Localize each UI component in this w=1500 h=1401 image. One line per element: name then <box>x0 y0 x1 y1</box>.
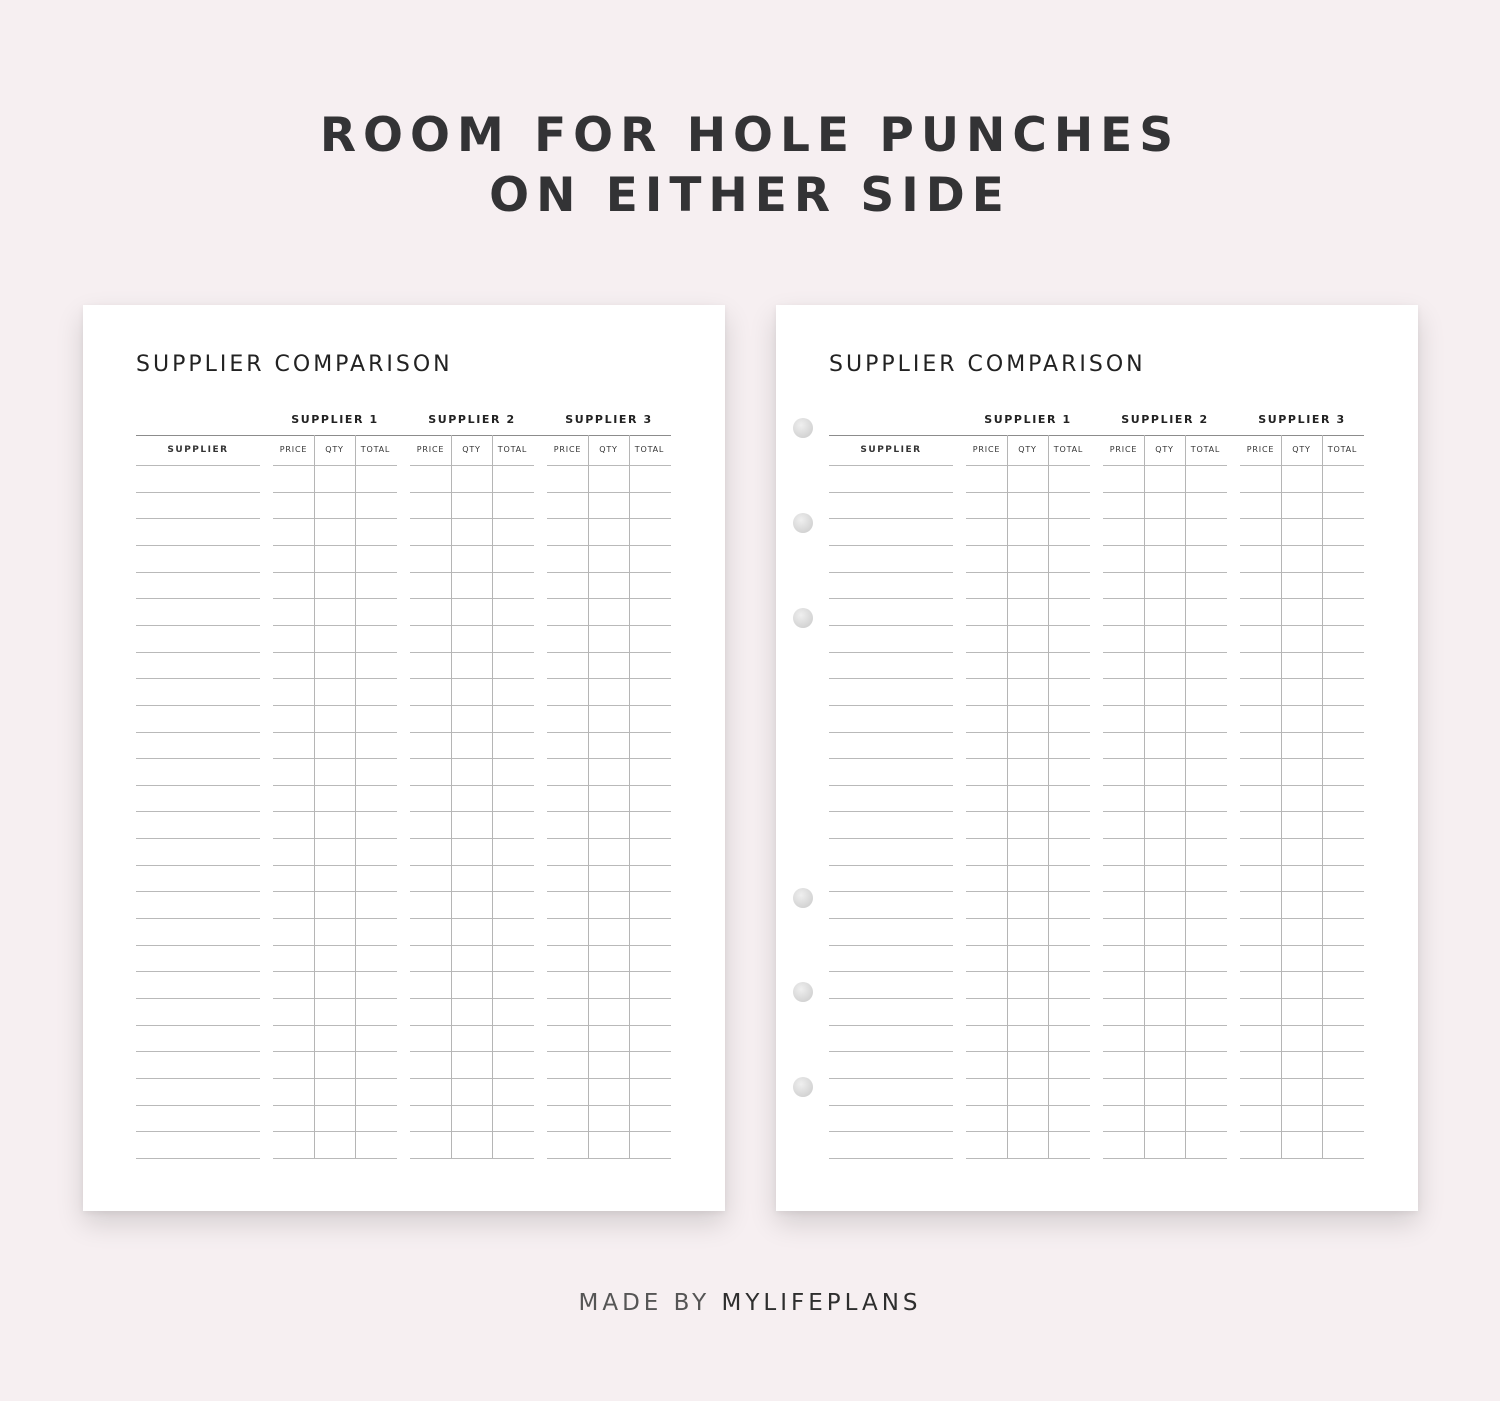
row-rule <box>136 891 260 892</box>
column-header-total: TOTAL <box>1053 445 1084 454</box>
column-header-qty: QTY <box>462 445 481 454</box>
row-rule <box>1240 1051 1364 1052</box>
column-header-total: TOTAL <box>1190 445 1221 454</box>
row-rule <box>410 652 534 653</box>
row-rule <box>1103 652 1227 653</box>
row-rule <box>136 971 260 972</box>
table-top-rule <box>829 435 1364 436</box>
row-rule <box>136 945 260 946</box>
row-rule <box>829 492 953 493</box>
row-rule <box>547 518 671 519</box>
row-rule <box>547 625 671 626</box>
row-rule <box>1103 998 1227 999</box>
footer-brand: MYLIFEPLANS <box>721 1290 922 1316</box>
row-rule <box>966 572 1090 573</box>
row-rule <box>1240 572 1364 573</box>
column-divider <box>629 435 630 1158</box>
row-rule <box>547 945 671 946</box>
row-rule <box>1240 1105 1364 1106</box>
row-rule <box>1240 705 1364 706</box>
row-rule <box>410 945 534 946</box>
row-rule <box>966 492 1090 493</box>
row-rule <box>547 572 671 573</box>
row-rule <box>410 1051 534 1052</box>
row-rule <box>136 1105 260 1106</box>
row-rule <box>410 1025 534 1026</box>
planner-sheet-right <box>776 305 1418 1211</box>
row-rule <box>966 625 1090 626</box>
row-rule <box>410 465 534 466</box>
row-rule <box>410 572 534 573</box>
supplier-group-header: SUPPLIER 2 <box>428 413 516 426</box>
row-rule <box>547 998 671 999</box>
row-rule <box>1240 625 1364 626</box>
row-rule <box>136 518 260 519</box>
row-rule <box>1240 732 1364 733</box>
row-rule <box>1240 838 1364 839</box>
row-rule <box>273 758 397 759</box>
headline-line-2: ON EITHER SIDE <box>489 168 1011 223</box>
row-rule <box>966 891 1090 892</box>
column-divider <box>1322 435 1323 1158</box>
row-rule <box>136 545 260 546</box>
row-rule <box>829 705 953 706</box>
column-header-qty: QTY <box>325 445 344 454</box>
row-rule <box>966 732 1090 733</box>
row-rule <box>829 971 953 972</box>
row-rule <box>829 465 953 466</box>
row-rule <box>966 865 1090 866</box>
row-rule <box>966 945 1090 946</box>
row-rule <box>966 1051 1090 1052</box>
row-rule <box>547 678 671 679</box>
row-rule <box>1240 518 1364 519</box>
row-rule <box>547 465 671 466</box>
footer-prefix: MADE BY <box>578 1290 722 1316</box>
row-rule <box>273 545 397 546</box>
row-rule <box>410 998 534 999</box>
row-rule <box>1103 572 1227 573</box>
row-rule <box>547 652 671 653</box>
row-rule <box>547 811 671 812</box>
row-rule <box>966 785 1090 786</box>
row-rule <box>829 945 953 946</box>
row-rule <box>547 971 671 972</box>
row-rule <box>273 652 397 653</box>
row-rule <box>829 678 953 679</box>
row-rule <box>547 1158 671 1159</box>
row-rule <box>547 918 671 919</box>
row-rule <box>547 1131 671 1132</box>
row-rule <box>966 918 1090 919</box>
row-rule <box>136 732 260 733</box>
row-rule <box>966 838 1090 839</box>
row-rule <box>1103 865 1227 866</box>
column-divider <box>451 435 452 1158</box>
row-rule <box>1103 625 1227 626</box>
row-rule <box>1103 1158 1227 1159</box>
row-rule <box>136 652 260 653</box>
row-rule <box>1103 945 1227 946</box>
row-rule <box>829 838 953 839</box>
row-rule <box>829 1131 953 1132</box>
row-rule <box>547 598 671 599</box>
row-rule <box>547 1078 671 1079</box>
row-rule <box>1103 918 1227 919</box>
hole-punch <box>793 608 813 628</box>
row-rule <box>829 545 953 546</box>
row-rule <box>410 705 534 706</box>
headline <box>0 106 1500 226</box>
row-rule <box>136 598 260 599</box>
row-rule <box>547 492 671 493</box>
row-rule <box>136 572 260 573</box>
row-rule <box>966 1158 1090 1159</box>
row-rule <box>1240 971 1364 972</box>
row-rule <box>273 865 397 866</box>
row-rule <box>1240 598 1364 599</box>
row-rule <box>136 492 260 493</box>
row-rule <box>1103 598 1227 599</box>
row-rule <box>410 518 534 519</box>
row-rule <box>1103 732 1227 733</box>
row-rule <box>966 1025 1090 1026</box>
column-divider <box>355 435 356 1158</box>
row-rule <box>1240 891 1364 892</box>
column-header-supplier: SUPPLIER <box>167 445 229 455</box>
hole-punch <box>793 888 813 908</box>
row-rule <box>410 1078 534 1079</box>
row-rule <box>410 678 534 679</box>
row-rule <box>1240 945 1364 946</box>
supplier-group-header: SUPPLIER 1 <box>984 413 1072 426</box>
column-header-price: PRICE <box>553 445 582 454</box>
column-header-total: TOTAL <box>497 445 528 454</box>
row-rule <box>136 838 260 839</box>
row-rule <box>966 518 1090 519</box>
row-rule <box>410 758 534 759</box>
row-rule <box>1103 492 1227 493</box>
hole-punch <box>793 1077 813 1097</box>
row-rule <box>136 465 260 466</box>
row-rule <box>410 918 534 919</box>
row-rule <box>273 1025 397 1026</box>
row-rule <box>547 1105 671 1106</box>
column-header-price: PRICE <box>416 445 445 454</box>
row-rule <box>136 625 260 626</box>
column-divider <box>1144 435 1145 1158</box>
row-rule <box>829 785 953 786</box>
row-rule <box>273 732 397 733</box>
row-rule <box>273 518 397 519</box>
row-rule <box>1103 785 1227 786</box>
row-rule <box>829 1158 953 1159</box>
column-header-total: TOTAL <box>1327 445 1358 454</box>
row-rule <box>1240 998 1364 999</box>
row-rule <box>1103 971 1227 972</box>
row-rule <box>966 1078 1090 1079</box>
row-rule <box>136 1131 260 1132</box>
headline-line-1: ROOM FOR HOLE PUNCHES <box>319 108 1181 163</box>
column-header-total: TOTAL <box>634 445 665 454</box>
row-rule <box>136 1158 260 1159</box>
row-rule <box>966 1131 1090 1132</box>
footer-credit <box>0 1290 1500 1316</box>
row-rule <box>273 891 397 892</box>
column-header-price: PRICE <box>279 445 308 454</box>
row-rule <box>1240 652 1364 653</box>
row-rule <box>1240 758 1364 759</box>
row-rule <box>273 572 397 573</box>
row-rule <box>829 758 953 759</box>
row-rule <box>966 545 1090 546</box>
row-rule <box>966 758 1090 759</box>
row-rule <box>547 705 671 706</box>
row-rule <box>1103 758 1227 759</box>
row-rule <box>273 598 397 599</box>
row-rule <box>1103 678 1227 679</box>
row-rule <box>829 1105 953 1106</box>
column-divider <box>1048 435 1049 1158</box>
supplier-group-header: SUPPLIER 2 <box>1121 413 1209 426</box>
row-rule <box>1103 545 1227 546</box>
row-rule <box>547 891 671 892</box>
row-rule <box>547 838 671 839</box>
supplier-group-header: SUPPLIER 1 <box>291 413 379 426</box>
row-rule <box>1103 1131 1227 1132</box>
row-rule <box>1103 465 1227 466</box>
row-rule <box>1240 465 1364 466</box>
row-rule <box>1240 678 1364 679</box>
row-rule <box>410 1105 534 1106</box>
row-rule <box>410 492 534 493</box>
column-divider <box>492 435 493 1158</box>
row-rule <box>410 785 534 786</box>
row-rule <box>136 865 260 866</box>
row-rule <box>829 998 953 999</box>
row-rule <box>273 1131 397 1132</box>
column-divider <box>314 435 315 1158</box>
column-header-qty: QTY <box>1155 445 1174 454</box>
row-rule <box>966 652 1090 653</box>
row-rule <box>136 1078 260 1079</box>
row-rule <box>1240 785 1364 786</box>
row-rule <box>410 811 534 812</box>
row-rule <box>410 865 534 866</box>
column-header-price: PRICE <box>1109 445 1138 454</box>
row-rule <box>1240 1158 1364 1159</box>
row-rule <box>829 918 953 919</box>
row-rule <box>136 918 260 919</box>
row-rule <box>273 625 397 626</box>
row-rule <box>829 1051 953 1052</box>
row-rule <box>273 705 397 706</box>
supplier-group-header: SUPPLIER 3 <box>565 413 653 426</box>
row-rule <box>136 811 260 812</box>
row-rule <box>273 838 397 839</box>
row-rule <box>829 625 953 626</box>
column-header-qty: QTY <box>599 445 618 454</box>
row-rule <box>829 891 953 892</box>
column-divider <box>588 435 589 1158</box>
row-rule <box>410 971 534 972</box>
row-rule <box>273 971 397 972</box>
column-header-qty: QTY <box>1018 445 1037 454</box>
row-rule <box>829 811 953 812</box>
column-header-price: PRICE <box>1246 445 1275 454</box>
row-rule <box>1103 891 1227 892</box>
column-divider <box>1185 435 1186 1158</box>
row-rule <box>273 1078 397 1079</box>
row-rule <box>136 998 260 999</box>
hole-punch <box>793 982 813 1002</box>
row-rule <box>1240 545 1364 546</box>
column-header-qty: QTY <box>1292 445 1311 454</box>
row-rule <box>410 732 534 733</box>
row-rule <box>1103 705 1227 706</box>
row-rule <box>966 598 1090 599</box>
row-rule <box>829 652 953 653</box>
row-rule <box>1240 492 1364 493</box>
row-rule <box>273 998 397 999</box>
row-rule <box>829 732 953 733</box>
row-rule <box>273 1158 397 1159</box>
hole-punch <box>793 513 813 533</box>
row-rule <box>829 865 953 866</box>
row-rule <box>273 1051 397 1052</box>
sheet-title: SUPPLIER COMPARISON <box>829 352 1146 377</box>
row-rule <box>829 1025 953 1026</box>
row-rule <box>547 785 671 786</box>
row-rule <box>1240 865 1364 866</box>
row-rule <box>547 1051 671 1052</box>
row-rule <box>966 971 1090 972</box>
row-rule <box>1103 1078 1227 1079</box>
row-rule <box>966 465 1090 466</box>
column-header-total: TOTAL <box>360 445 391 454</box>
row-rule <box>1240 918 1364 919</box>
row-rule <box>547 545 671 546</box>
row-rule <box>547 732 671 733</box>
row-rule <box>966 705 1090 706</box>
row-rule <box>1103 1105 1227 1106</box>
row-rule <box>829 1078 953 1079</box>
row-rule <box>410 545 534 546</box>
row-rule <box>966 678 1090 679</box>
row-rule <box>136 758 260 759</box>
row-rule <box>1103 811 1227 812</box>
row-rule <box>273 678 397 679</box>
row-rule <box>1240 1131 1364 1132</box>
row-rule <box>273 465 397 466</box>
planner-sheet-left <box>83 305 725 1211</box>
supplier-group-header: SUPPLIER 3 <box>1258 413 1346 426</box>
table-top-rule <box>136 435 671 436</box>
row-rule <box>136 705 260 706</box>
row-rule <box>966 1105 1090 1106</box>
row-rule <box>1103 518 1227 519</box>
row-rule <box>136 1025 260 1026</box>
sheet-title: SUPPLIER COMPARISON <box>136 352 453 377</box>
row-rule <box>966 998 1090 999</box>
row-rule <box>136 678 260 679</box>
row-rule <box>547 865 671 866</box>
row-rule <box>410 838 534 839</box>
hole-punch <box>793 418 813 438</box>
column-header-supplier: SUPPLIER <box>860 445 922 455</box>
row-rule <box>829 598 953 599</box>
row-rule <box>410 625 534 626</box>
row-rule <box>966 811 1090 812</box>
row-rule <box>273 945 397 946</box>
column-divider <box>1281 435 1282 1158</box>
row-rule <box>1103 1025 1227 1026</box>
row-rule <box>1240 811 1364 812</box>
row-rule <box>136 1051 260 1052</box>
row-rule <box>1240 1025 1364 1026</box>
row-rule <box>273 492 397 493</box>
row-rule <box>273 811 397 812</box>
row-rule <box>1103 1051 1227 1052</box>
row-rule <box>829 572 953 573</box>
row-rule <box>273 1105 397 1106</box>
row-rule <box>410 1158 534 1159</box>
row-rule <box>410 891 534 892</box>
column-header-price: PRICE <box>972 445 1001 454</box>
row-rule <box>410 598 534 599</box>
column-divider <box>1007 435 1008 1158</box>
row-rule <box>273 918 397 919</box>
row-rule <box>1240 1078 1364 1079</box>
row-rule <box>1103 838 1227 839</box>
row-rule <box>410 1131 534 1132</box>
row-rule <box>273 785 397 786</box>
row-rule <box>829 518 953 519</box>
row-rule <box>136 785 260 786</box>
row-rule <box>547 758 671 759</box>
row-rule <box>547 1025 671 1026</box>
